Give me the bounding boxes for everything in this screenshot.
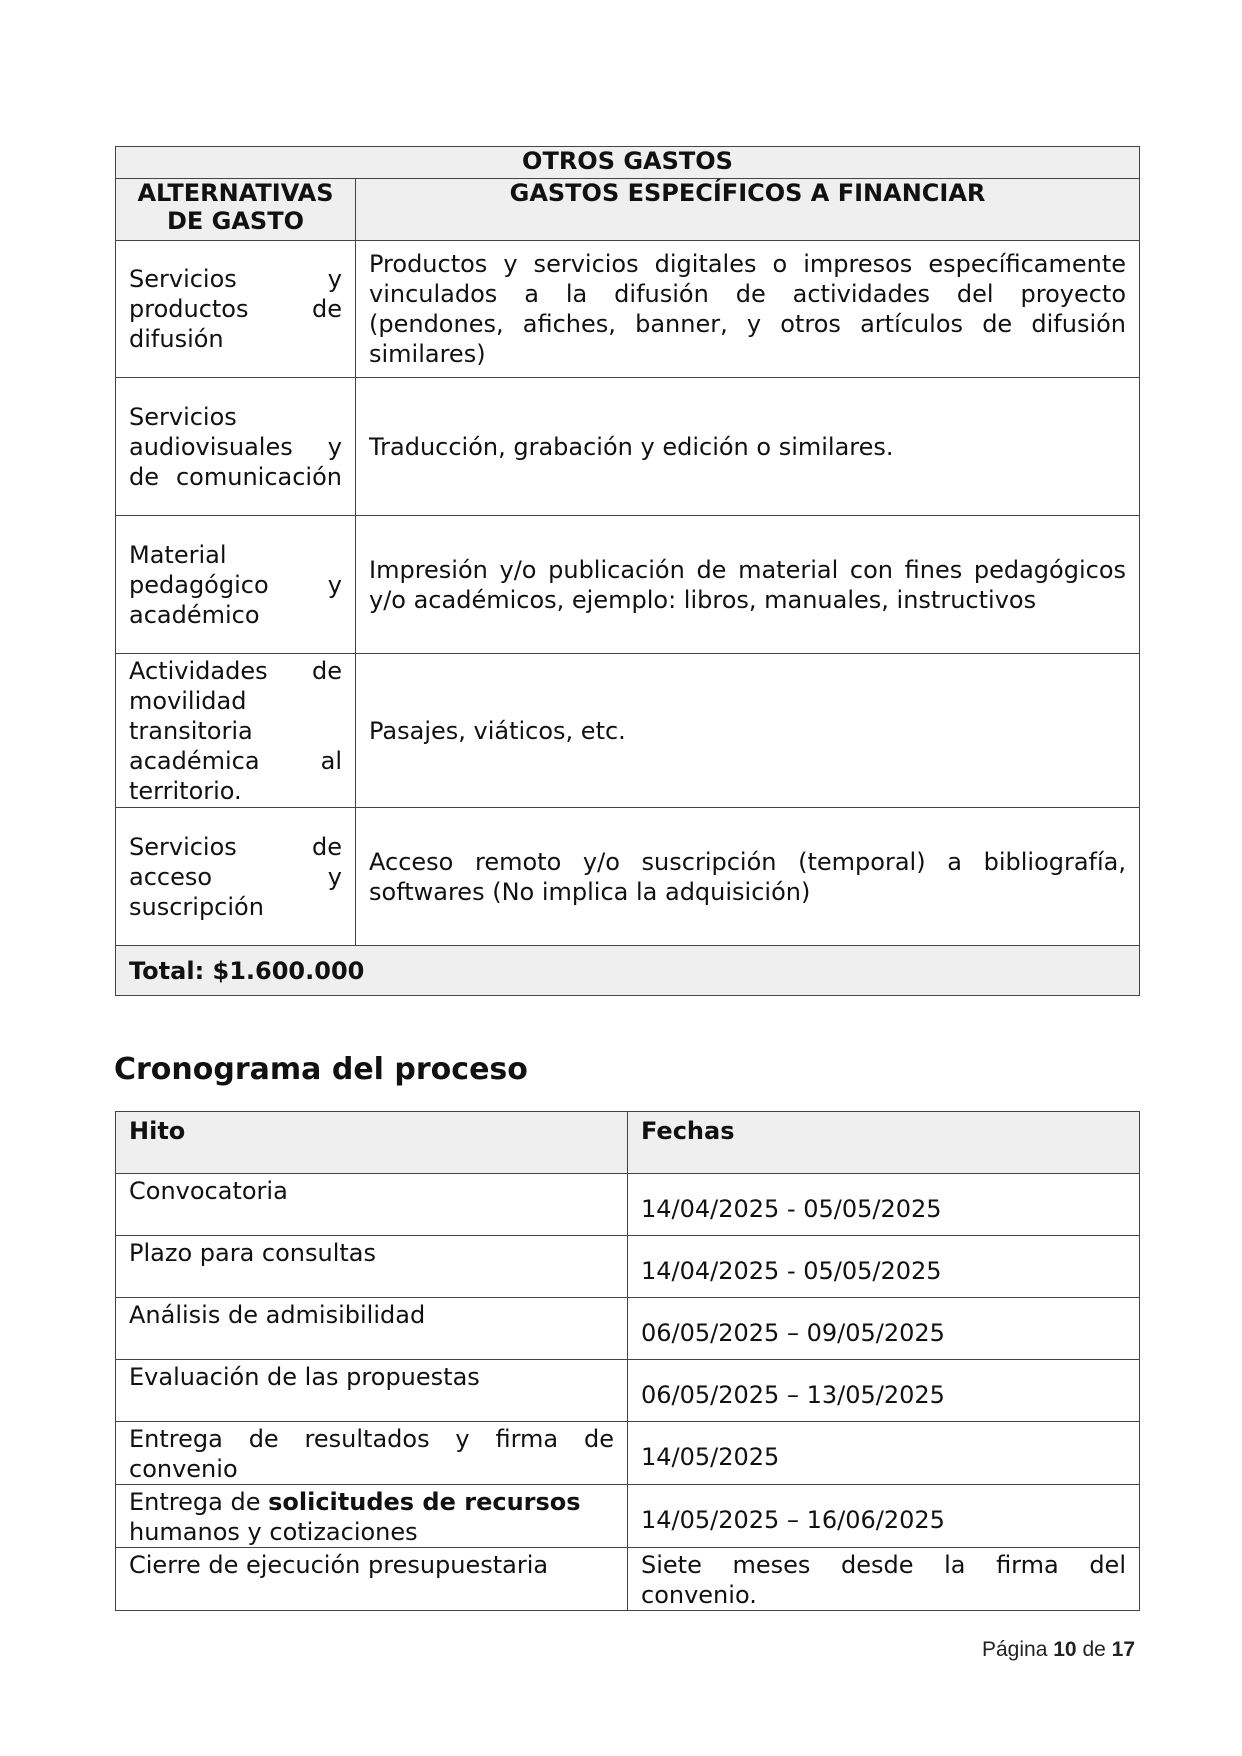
gasto-cell: Productos y servicios digitales o impresos específicamente vinculados a la difusión de actividades del proyecto (pendones, afiches, banner, y otros artículos de difusión similares) xyxy=(356,241,1140,378)
table-row xyxy=(116,516,1140,654)
table-title: OTROS GASTOS xyxy=(116,147,1140,179)
fecha-cell: 14/04/2025 - 05/05/2025 xyxy=(628,1174,1140,1236)
column-header-alternativas: ALTERNATIVAS DE GASTO xyxy=(116,179,356,241)
current-page: 10 xyxy=(1053,1638,1077,1661)
table-row xyxy=(116,654,1140,808)
hito-cell: Cierre de ejecución presupuestaria xyxy=(116,1548,628,1611)
fecha-cell xyxy=(628,1548,1140,1611)
fecha-cell: 06/05/2025 – 09/05/2025 xyxy=(628,1298,1140,1360)
otros-gastos-table xyxy=(115,146,1140,996)
page-label: Página xyxy=(982,1638,1048,1661)
alternativa-cell xyxy=(116,808,356,946)
gasto-cell: Impresión y/o publicación de material con fines pedagógicos y/o académicos, ejemplo: libros, manuales, instructivos xyxy=(356,516,1140,654)
table-row xyxy=(116,1360,1140,1422)
column-header-hito: Hito xyxy=(116,1112,628,1174)
table-row xyxy=(116,378,1140,516)
table-row xyxy=(116,1485,1140,1548)
alternativa-text: Servicios y productos de difusión xyxy=(129,265,342,353)
hito-cell: Plazo para consultas xyxy=(116,1236,628,1298)
fecha-cell: 14/04/2025 - 05/05/2025 xyxy=(628,1236,1140,1298)
section-heading: Cronograma del proceso xyxy=(114,1052,528,1087)
table-row xyxy=(116,808,1140,946)
alternativa-text: Servicios audiovisuales y de comunicación xyxy=(129,402,342,491)
hito-bold-text: solicitudes de recursos xyxy=(268,1488,581,1516)
hito-cell xyxy=(116,1485,628,1548)
gasto-cell: Acceso remoto y/o suscripción (temporal) a bibliografía, softwares (No implica la adquisición) xyxy=(356,808,1140,946)
hito-text: humanos y cotizaciones xyxy=(129,1518,418,1546)
column-header-fechas: Fechas xyxy=(628,1112,1140,1174)
gasto-cell: Pasajes, viáticos, etc. xyxy=(356,654,1140,808)
total-pages: 17 xyxy=(1111,1638,1135,1661)
fecha-cell: 14/05/2025 xyxy=(628,1422,1140,1485)
alternativa-text: Actividades de movilidad transitoria académica al territorio. xyxy=(129,656,342,805)
hito-cell: Convocatoria xyxy=(116,1174,628,1236)
fecha-text: Siete meses desde la firma del convenio. xyxy=(641,1551,1126,1609)
alternativa-cell xyxy=(116,516,356,654)
table-row xyxy=(116,1298,1140,1360)
hito-cell: Análisis de admisibilidad xyxy=(116,1298,628,1360)
hito-cell xyxy=(116,1422,628,1485)
fecha-cell: 06/05/2025 – 13/05/2025 xyxy=(628,1360,1140,1422)
table-row xyxy=(116,1422,1140,1485)
hito-cell: Evaluación de las propuestas xyxy=(116,1360,628,1422)
alternativa-text: Servicios de acceso y suscripción xyxy=(129,832,342,921)
alternativa-text: Material pedagógico y académico xyxy=(129,540,342,629)
alternativa-cell xyxy=(116,241,356,378)
table-row xyxy=(116,1548,1140,1611)
fecha-cell: 14/05/2025 – 16/06/2025 xyxy=(628,1485,1140,1548)
hito-text: Entrega de xyxy=(129,1488,269,1516)
table-row xyxy=(116,241,1140,378)
page-of-label: de xyxy=(1082,1638,1106,1661)
table-row xyxy=(116,1174,1140,1236)
cronograma-table xyxy=(115,1111,1140,1611)
page-number xyxy=(982,1638,1135,1662)
gasto-cell: Traducción, grabación y edición o similares. xyxy=(356,378,1140,516)
alternativa-cell xyxy=(116,654,356,808)
hito-text: Entrega de resultados y firma de convenio xyxy=(129,1425,614,1483)
column-header-gastos: GASTOS ESPECÍFICOS A FINANCIAR xyxy=(356,179,1140,241)
alternativa-cell xyxy=(116,378,356,516)
table-row xyxy=(116,1236,1140,1298)
total-row: Total: $1.600.000 xyxy=(116,946,1140,996)
